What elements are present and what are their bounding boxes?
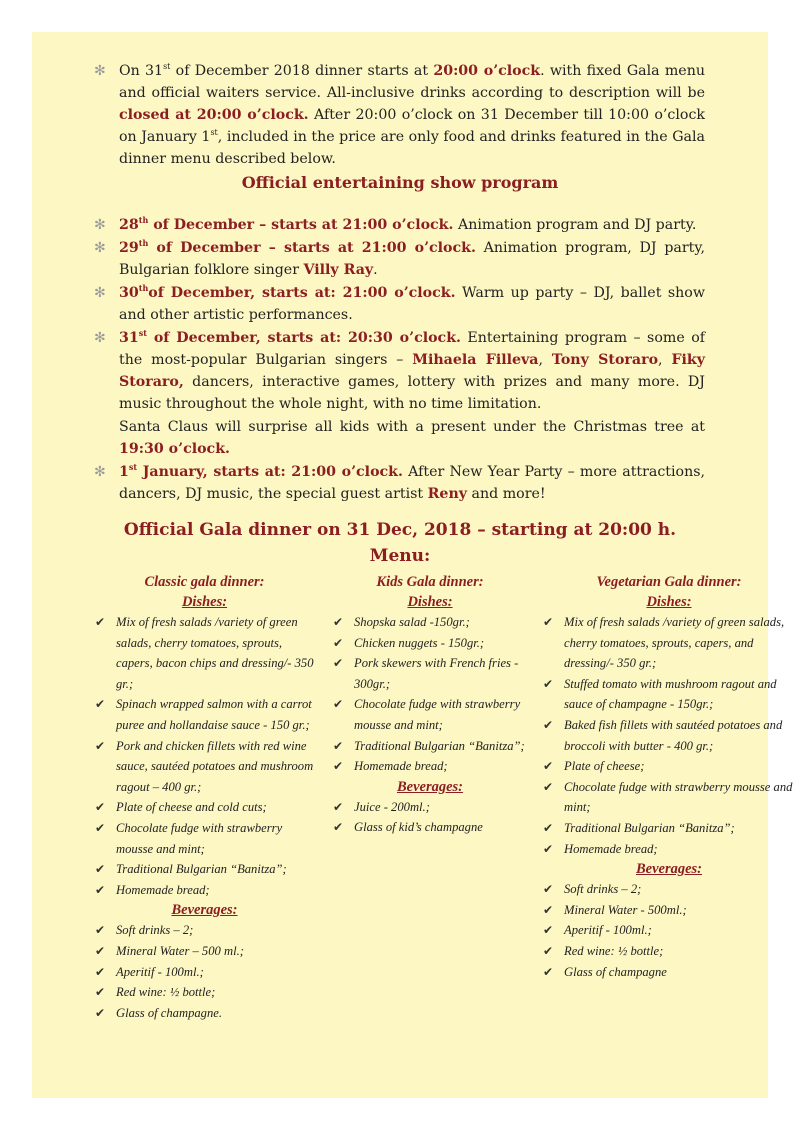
menu-item-text: Aperitif - 100ml.; xyxy=(564,923,652,938)
intro-section xyxy=(90,60,705,171)
menu-item xyxy=(540,715,798,756)
dishes-subheading: Dishes: xyxy=(181,594,228,610)
checkmark-icon: ✔ xyxy=(543,964,554,979)
menu-item-text: Shopska salad -150gr.; xyxy=(354,615,470,629)
menu-item-text: Soft drinks – 2; xyxy=(564,882,642,897)
menu-item-text: Juice - 200ml.; xyxy=(354,799,430,814)
menu-item xyxy=(330,797,530,818)
menu-item-text: Red wine: ½ bottle; xyxy=(564,943,664,958)
menu-item xyxy=(92,612,317,694)
beverages-list xyxy=(92,920,317,1023)
santa-time: 19:30 o’clock. xyxy=(119,441,230,457)
program-description: After New Year Party – more attractions, dancers, DJ music, the special guest artist xyxy=(119,464,705,502)
drinks-close-time: closed at 20:00 o’clock. xyxy=(119,107,309,123)
menu-item-text: Aperitif - 100ml.; xyxy=(116,964,204,979)
menu-item xyxy=(330,756,530,777)
program-description: Animation program, DJ party, Bulgarian folklore singer xyxy=(119,240,705,278)
program-item xyxy=(90,237,705,281)
dishes-subheading: Dishes: xyxy=(646,594,692,610)
checkmark-icon: ✔ xyxy=(333,615,344,629)
menu-item xyxy=(92,797,317,818)
program-description: and more! xyxy=(467,486,546,502)
checkmark-icon: ✔ xyxy=(543,779,554,794)
menu-item-text: Red wine: ½ bottle; xyxy=(116,985,216,1000)
artist-name: Tony Storaro xyxy=(551,352,659,368)
program-date: 31 xyxy=(119,330,139,346)
menu-item-text: Baked fish fillets with sautéed potatoes and broccoli with butter - 400 gr.; xyxy=(564,717,783,753)
menu-item xyxy=(92,859,317,880)
dishes-list xyxy=(540,612,798,859)
checkmark-icon: ✔ xyxy=(95,615,106,629)
program-item xyxy=(90,282,705,326)
dishes-list xyxy=(92,612,317,900)
program-date-sup: th xyxy=(138,215,149,225)
menu-item xyxy=(92,818,317,859)
checkmark-icon: ✔ xyxy=(95,1005,106,1020)
menu-item xyxy=(330,653,530,694)
menu-item-text: Pork and chicken fillets with red wine sauce, sautéed potatoes and mushroom ragout – 400 gr.; xyxy=(116,738,314,794)
checkmark-icon: ✔ xyxy=(95,943,106,958)
checkmark-icon: ✔ xyxy=(333,820,344,835)
asterisk-bullet-icon: ✻ xyxy=(94,330,106,346)
program-date: 1 xyxy=(119,464,129,480)
entertainment-heading: Official entertaining show program xyxy=(241,173,559,192)
menu-item xyxy=(330,694,530,735)
checkmark-icon: ✔ xyxy=(95,923,106,938)
checkmark-icon: ✔ xyxy=(95,985,106,1000)
intro-text: After 20:00 o’clock on 31 December till 10:00 o’clock on January 1 xyxy=(119,107,705,145)
checkmark-icon: ✔ xyxy=(543,615,554,629)
menu-item xyxy=(540,674,798,715)
column-title: Classic gala dinner: xyxy=(144,574,265,590)
menu-item-text: Homemade bread; xyxy=(564,841,658,856)
asterisk-bullet-icon: ✻ xyxy=(94,63,106,79)
menu-item-text: Traditional Bulgarian “Banitza”; xyxy=(354,738,525,753)
checkmark-icon: ✔ xyxy=(333,635,344,650)
menu-item xyxy=(92,1003,317,1024)
dinner-start-time: 20:00 o’clock xyxy=(433,63,541,79)
checkmark-icon: ✔ xyxy=(543,923,554,938)
gala-heading: Official Gala dinner on 31 Dec, 2018 – starting at 20:00 h. xyxy=(123,520,677,540)
intro-text: . with fixed Gala menu and official waiters service. All-inclusive drinks according to description will be xyxy=(119,63,705,101)
dishes-list xyxy=(330,612,530,777)
program-date-sup: st xyxy=(138,328,147,338)
menu-item-text: Soft drinks – 2; xyxy=(116,923,194,938)
asterisk-bullet-icon: ✻ xyxy=(94,240,106,256)
checkmark-icon: ✔ xyxy=(95,964,106,979)
asterisk-bullet-icon: ✻ xyxy=(94,217,106,233)
artist-name: Villy Ray xyxy=(303,262,374,278)
intro-sup: st xyxy=(210,128,218,137)
checkmark-icon: ✔ xyxy=(543,943,554,958)
menu-item xyxy=(330,736,530,757)
menu-heading: Menu: xyxy=(369,546,431,566)
program-date: 30 xyxy=(119,285,139,301)
intro-text: On 31 xyxy=(119,63,164,79)
menu-item-text: Glass of champagne xyxy=(564,964,667,979)
program-item xyxy=(90,327,705,415)
checkmark-icon: ✔ xyxy=(333,799,344,814)
menu-item-text: Chocolate fudge with strawberry mousse and mint; xyxy=(116,820,283,856)
menu-item-text: Chocolate fudge with strawberry mousse and mint; xyxy=(564,779,793,815)
menu-item xyxy=(330,633,530,654)
program-time: of December – starts at 21:00 o’clock. xyxy=(148,240,476,256)
menu-item xyxy=(540,612,798,674)
menu-item xyxy=(330,612,530,633)
checkmark-icon: ✔ xyxy=(543,882,554,897)
program-date-sup: th xyxy=(138,283,149,293)
checkmark-icon: ✔ xyxy=(543,841,554,856)
program-description: Animation program and DJ party. xyxy=(453,217,697,233)
menu-item-text: Traditional Bulgarian “Banitza”; xyxy=(564,820,735,835)
program-description: , xyxy=(658,352,672,368)
menu-item xyxy=(540,839,798,860)
program-time: of December, starts at: 20:30 o’clock. xyxy=(146,330,461,346)
beverages-list xyxy=(330,797,530,838)
kids-menu-column xyxy=(330,572,530,838)
checkmark-icon: ✔ xyxy=(543,676,554,691)
asterisk-bullet-icon: ✻ xyxy=(94,285,106,301)
program-date: 28 xyxy=(119,217,139,233)
program-time: of December – starts at 21:00 o’clock. xyxy=(148,217,454,233)
menu-item-text: Chicken nuggets - 150gr.; xyxy=(354,635,485,650)
asterisk-bullet-icon: ✻ xyxy=(94,464,106,480)
menu-item xyxy=(92,982,317,1003)
checkmark-icon: ✔ xyxy=(95,697,106,712)
menu-item xyxy=(92,736,317,798)
santa-note xyxy=(90,416,705,460)
checkmark-icon: ✔ xyxy=(333,759,344,774)
intro-paragraph xyxy=(90,60,705,170)
menu-item xyxy=(540,879,798,900)
menu-item-text: Mineral Water – 500 ml.; xyxy=(116,943,244,958)
program-date: 29 xyxy=(119,240,139,256)
menu-item xyxy=(540,962,798,983)
artist-name: Fiky Storaro, xyxy=(119,352,705,390)
beverages-list xyxy=(540,879,798,982)
checkmark-icon: ✔ xyxy=(333,656,344,671)
vegetarian-menu-column xyxy=(540,572,798,982)
menu-item xyxy=(92,941,317,962)
column-title: Vegetarian Gala dinner: xyxy=(596,574,742,590)
menu-item xyxy=(540,777,798,818)
checkmark-icon: ✔ xyxy=(95,882,106,897)
intro-sup: st xyxy=(163,62,171,71)
program-item xyxy=(90,214,705,236)
program-date-sup: st xyxy=(128,462,138,472)
menu-item-text: Mineral Water - 500ml.; xyxy=(564,902,687,917)
checkmark-icon: ✔ xyxy=(95,800,106,815)
menu-item xyxy=(330,817,530,838)
program-description: Entertaining program – some of the most-popular Bulgarian singers – xyxy=(119,330,705,368)
checkmark-icon: ✔ xyxy=(543,717,554,732)
menu-item-text: Homemade bread; xyxy=(116,882,210,897)
menu-item xyxy=(92,880,317,901)
menu-item-text: Plate of cheese; xyxy=(564,759,645,774)
menu-item-text: Mix of fresh salads /variety of green salads, cherry tomatoes, sprouts, capers, bacon chips and dressing/- 350 gr.; xyxy=(116,615,314,691)
program-list xyxy=(90,214,705,506)
menu-item-text: Chocolate fudge with strawberry mousse and mint; xyxy=(354,697,521,732)
santa-text: Santa Claus will surprise all kids with a present under the Christmas tree at xyxy=(119,419,705,435)
checkmark-icon: ✔ xyxy=(333,738,344,753)
program-time: of December, starts at: 21:00 o’clock. xyxy=(148,285,456,301)
program-date-sup: th xyxy=(138,238,149,248)
artist-name: Reny xyxy=(427,486,468,502)
checkmark-icon: ✔ xyxy=(95,738,106,753)
program-description: , xyxy=(538,352,552,368)
checkmark-icon: ✔ xyxy=(543,902,554,917)
menu-item-text: Homemade bread; xyxy=(354,759,448,774)
program-description: Warm up party – DJ, ballet show and other artistic performances. xyxy=(119,285,705,323)
menu-item xyxy=(540,941,798,962)
menu-item-text: Glass of champagne. xyxy=(116,1005,222,1020)
dishes-subheading: Dishes: xyxy=(407,594,453,610)
beverages-subheading: Beverages: xyxy=(396,778,464,795)
beverages-subheading: Beverages: xyxy=(635,861,703,878)
menu-item-text: Mix of fresh salads /variety of green salads, cherry tomatoes, sprouts, capers, and dressing/- 350 gr.; xyxy=(564,615,785,671)
menu-item-text: Pork skewers with French fries - 300gr.; xyxy=(354,656,519,691)
menu-item-text: Traditional Bulgarian “Banitza”; xyxy=(116,862,287,877)
checkmark-icon: ✔ xyxy=(543,759,554,774)
menu-item xyxy=(540,756,798,777)
classic-menu-column xyxy=(92,572,317,1023)
beverages-subheading: Beverages: xyxy=(171,902,238,919)
program-description: dancers, interactive games, lottery with prizes and many more. DJ music throughout the whole night, with no time limitation. xyxy=(119,374,705,412)
checkmark-icon: ✔ xyxy=(95,820,106,835)
checkmark-icon: ✔ xyxy=(95,862,106,877)
program-description: . xyxy=(373,262,378,278)
intro-text: , included in the price are only food and drinks featured in the Gala dinner menu described below. xyxy=(119,129,705,167)
menu-item xyxy=(540,900,798,921)
menu-item xyxy=(92,920,317,941)
menu-item xyxy=(540,920,798,941)
menu-item-text: Spinach wrapped salmon with a carrot puree and hollandaise sauce - 150 gr.; xyxy=(116,697,312,732)
menu-item xyxy=(540,818,798,839)
menu-item xyxy=(92,694,317,735)
menu-item xyxy=(92,962,317,983)
artist-name: Mihaela Filleva xyxy=(412,352,539,368)
program-item xyxy=(90,461,705,505)
intro-text: of December 2018 dinner starts at xyxy=(170,63,434,79)
menu-item-text: Glass of kid’s champagne xyxy=(354,820,483,835)
checkmark-icon: ✔ xyxy=(543,820,554,835)
program-time: January, starts at: 21:00 o’clock. xyxy=(137,464,403,480)
checkmark-icon: ✔ xyxy=(333,697,344,712)
column-title: Kids Gala dinner: xyxy=(376,574,484,590)
menu-item-text: Plate of cheese and cold cuts; xyxy=(116,800,267,815)
menu-item-text: Stuffed tomato with mushroom ragout and sauce of champagne - 150gr.; xyxy=(564,676,777,712)
